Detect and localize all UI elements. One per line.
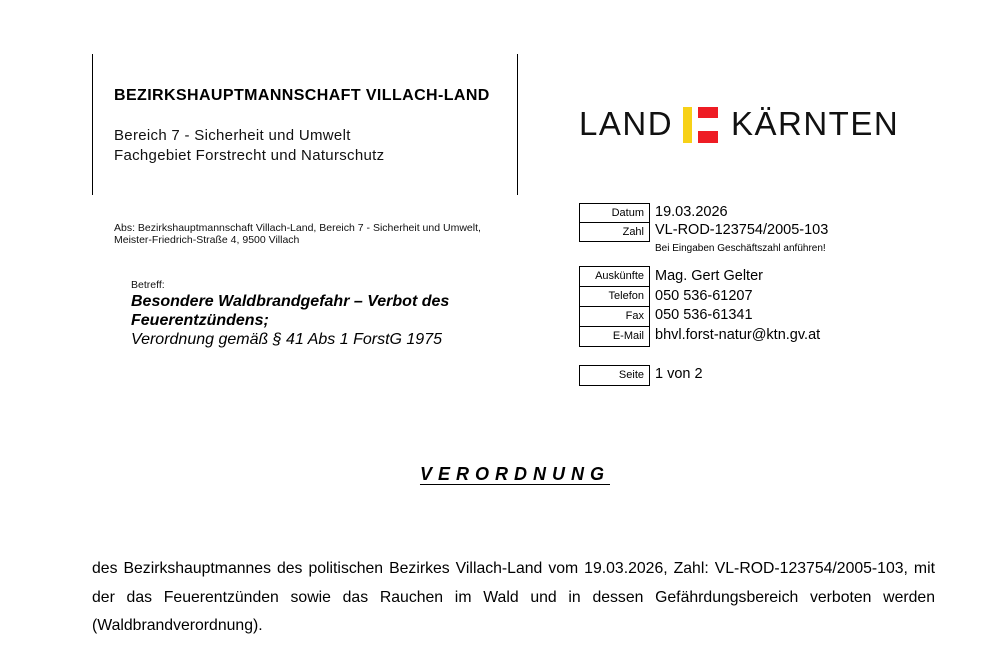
sender-address	[114, 222, 481, 246]
reference-label-box	[579, 203, 650, 242]
seite-label: Seite	[618, 369, 644, 381]
contact-label-box	[579, 266, 650, 347]
page-label-box	[579, 365, 650, 386]
logo-text-kaernten: KÄRNTEN	[731, 105, 900, 142]
header-left-rule	[92, 54, 93, 195]
telefon-label: Telefon	[580, 286, 649, 306]
zahl-value: VL-ROD-123754/2005-103	[655, 222, 829, 238]
auskuenfte-value: Mag. Gert Gelter	[655, 268, 763, 284]
sender-line-2: Meister-Friedrich-Straße 4, 9500 Villach	[114, 234, 300, 246]
fax-value: 050 536-61341	[655, 307, 753, 323]
header-right-rule	[517, 54, 518, 195]
logo-emblem-icon	[683, 107, 719, 143]
fax-label: Fax	[580, 306, 649, 326]
email-value[interactable]: bhvl.forst-natur@ktn.gv.at	[655, 327, 821, 343]
page-number: 1 von 2	[655, 366, 703, 382]
subject-subtitle: Verordnung gemäß § 41 Abs 1 ForstG 1975	[131, 331, 442, 348]
email-label: E-Mail	[580, 326, 649, 346]
zahl-label: Zahl	[580, 222, 649, 241]
auskuenfte-label: Auskünfte	[595, 270, 644, 282]
division-name: Fachgebiet Forstrecht und Naturschutz	[114, 147, 385, 164]
datum-value: 19.03.2026	[655, 204, 728, 220]
subject-label: Betreff:	[131, 279, 165, 291]
reference-note: Bei Eingaben Geschäftszahl anführen!	[655, 243, 826, 254]
authority-name: BEZIRKSHAUPTMANNSCHAFT VILLACH-LAND	[114, 87, 490, 104]
document-intro-paragraph: des Bezirkshauptmannes des politischen Bezirkes Villach-Land vom 19.03.2026, Zahl: VL-ROD-123754/2005-103, mit der das Feuerentzünden sowie das Rauchen im Wald und in dessen Gefährdungsbereich verboten werden (Waldbrandverordnung).	[92, 560, 935, 634]
sender-line-1: Abs: Bezirkshauptmannschaft Villach-Land, Bereich 7 - Sicherheit und Umwelt,	[114, 222, 481, 234]
subject-title: Besondere Waldbrandgefahr – Verbot des Feuerentzündens;	[131, 293, 450, 329]
telefon-value: 050 536-61207	[655, 288, 753, 304]
document-heading: VERORDNUNG	[419, 464, 610, 484]
department-name: Bereich 7 - Sicherheit und Umwelt	[114, 127, 351, 144]
logo-text-land: LAND	[579, 105, 674, 142]
datum-label: Datum	[611, 207, 644, 219]
